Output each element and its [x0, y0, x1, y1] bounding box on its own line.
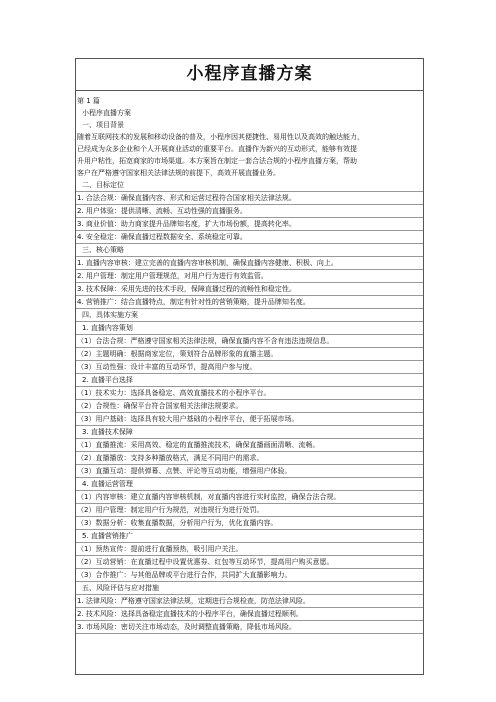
text-line: 五、风险评估与应对措施: [76, 582, 423, 595]
text-line: （1）技术实力：选择具备稳定、高效直播技术的小程序平台。: [76, 387, 423, 400]
text-line: （1）预热宣传：提前进行直播预热，吸引用户关注。: [76, 543, 423, 556]
text-line: 已经成为众多企业和个人开展商业活动的重要平台。直播作为新兴的互动形式，能够有效提: [77, 145, 357, 153]
text-line: （1）合法合规：严格遵守国家相关法律法规，确保直播内容不含有违法违规信息。: [76, 335, 423, 348]
text-line: 3. 商业价值：助力商家提升品牌知名度，扩大市场份额，提高转化率。: [76, 218, 423, 231]
text-line: 二、目标定位: [76, 179, 423, 192]
text-line: 4. 安全稳定：确保直播过程数据安全、系统稳定可靠。: [76, 231, 423, 244]
text-line: （3）数据分析：收集直播数据，分析用户行为，优化直播内容。: [76, 517, 423, 530]
text-line: （3）合作推广：与其他品牌或平台进行合作，共同扩大直播影响力。: [76, 569, 423, 582]
text-line: （2）用户管理：制定用户行为规范，对违规行为进行处罚。: [76, 504, 423, 517]
text-line: 5. 直播营销推广: [76, 530, 423, 543]
text-line: 3. 技术保障：采用先进的技术手段，保障直播过程的流畅性和稳定性。: [76, 283, 423, 296]
text-line: 小程序直播方案: [82, 109, 131, 117]
text-line: 2. 用户体验：提供清晰、流畅、互动性强的直播服务。: [76, 205, 423, 218]
text-line: 1. 直播内容策划: [76, 322, 423, 335]
text-line: 1. 法律风险：严格遵守国家法律法规，定期进行合规检查，防范法律风险。: [76, 595, 423, 608]
text-line: （2）直播播放：支持多种播放格式，满足不同用户的需求。: [76, 452, 423, 465]
text-line: 2. 技术风险：选择具备稳定直播技术的小程序平台，确保直播过程顺利。: [76, 608, 423, 621]
text-line: 四、具体实施方案: [76, 309, 423, 322]
text-line: （2）主题明确：根据商家定位，策划符合品牌形象的直播主题。: [76, 348, 423, 361]
document-page: [75, 58, 424, 675]
text-line: 第 1 篇: [77, 97, 100, 105]
text-line: 随着互联网技术的发展和移动设备的普及，小程序因其便捷性、易用性以及高效的触达能力，: [77, 133, 364, 141]
text-line: （2）合规性：确保平台符合国家相关法律法规要求。: [76, 400, 423, 413]
document-body: [76, 91, 423, 634]
title-box: [76, 59, 423, 91]
text-line: 三、核心策略: [76, 244, 423, 257]
text-line: 2. 直播平台选择: [76, 374, 423, 387]
text-line: 一、项目背景: [82, 121, 124, 129]
text-line: 3. 市场风险：密切关注市场动态，及时调整直播策略，降低市场风险。: [76, 621, 423, 634]
text-line: 4. 营销推广：结合直播特点，制定有针对性的营销策略，提升品牌知名度。: [76, 296, 423, 309]
document-title: 小程序直播方案: [186, 64, 313, 84]
text-line: （1）直播推流：采用高效、稳定的直播推流技术，确保直播画面清晰、流畅。: [76, 439, 423, 452]
text-line: （1）内容审核：建立直播内容审核机制，对直播内容进行实时监控，确保合法合规。: [76, 491, 423, 504]
text-line: 升用户粘性，拓宽商家的市场渠道。本方案旨在制定一套合法合规的小程序直播方案，帮助: [77, 157, 357, 165]
text-line: 1. 合法合规：确保直播内容、形式和运营过程符合国家相关法律法规。: [76, 192, 423, 205]
text-line: 4. 直播运营管理: [76, 478, 423, 491]
text-line: 1. 直播内容审核：建立完善的直播内容审核机制，确保直播内容健康、积极、向上。: [76, 257, 423, 270]
text-line: 2. 用户管理：制定用户管理规范，对用户行为进行有效监管。: [76, 270, 423, 283]
text-line: （3）直播互动：提供弹幕、点赞、评论等互动功能，增强用户体验。: [76, 465, 423, 478]
text-line: （3）用户基础：选择具有较大用户基础的小程序平台，便于拓展市场。: [76, 413, 423, 426]
text-line: 客户在严格遵守国家相关法律法规的前提下，高效开展直播业务。: [77, 169, 280, 177]
text-line: （2）互动营销：在直播过程中设置优惠券、红包等互动环节，提高用户购买意愿。: [76, 556, 423, 569]
text-line: （3）互动性强：设计丰富的互动环节，提高用户参与度。: [76, 361, 423, 374]
text-line: 3. 直播技术保障: [76, 426, 423, 439]
